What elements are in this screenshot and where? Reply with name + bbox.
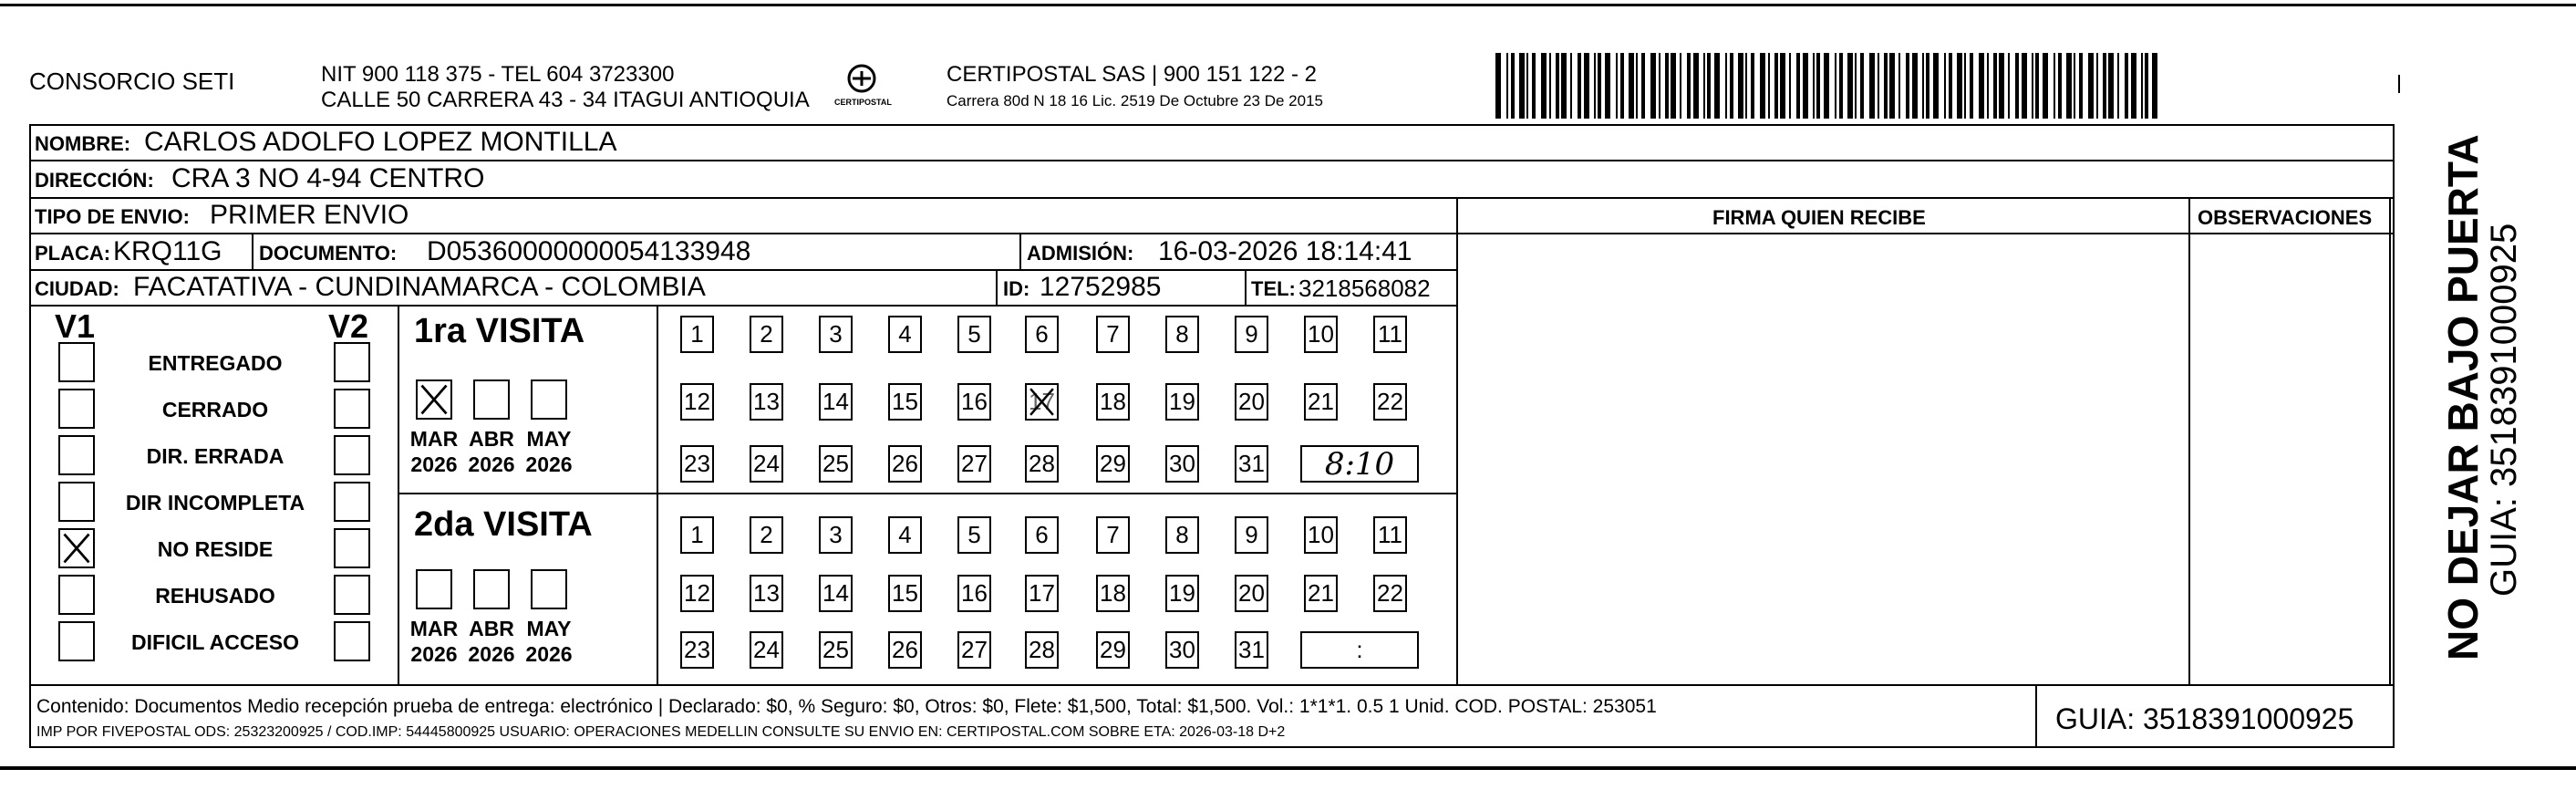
barcode-bar: [2022, 53, 2027, 119]
barcode-bar: [1926, 53, 1929, 119]
barcode-bar: [1665, 53, 1669, 119]
v1-checkbox[interactable]: [58, 621, 95, 661]
day-number: 2: [760, 320, 773, 348]
day-box[interactable]: [1235, 316, 1268, 353]
barcode-bar: [1906, 53, 1909, 119]
placa-label: PLACA:: [35, 242, 111, 265]
v2-checkbox[interactable]: [334, 621, 370, 661]
barcode-bar: [1641, 53, 1645, 119]
barcode-bar: [1933, 53, 1939, 119]
barcode-bar: [1912, 53, 1918, 119]
barcode-bar: [2015, 53, 2019, 119]
barcode-bar: [1511, 53, 1515, 119]
barcode-bar: [2032, 53, 2033, 119]
day-box[interactable]: [750, 516, 783, 554]
day-box[interactable]: [1304, 316, 1338, 353]
v2-checkbox[interactable]: [334, 389, 370, 429]
day-box[interactable]: [888, 631, 922, 669]
barcode-bar: [1979, 53, 1984, 119]
day-box[interactable]: [1025, 631, 1059, 669]
day-box[interactable]: [1096, 516, 1130, 554]
second-visit-title: 2da VISITA: [414, 505, 593, 544]
barcode-bar: [2141, 53, 2143, 119]
day-box[interactable]: [1096, 316, 1130, 353]
admision-value: 16-03-2026 18:14:41: [1158, 236, 1412, 266]
day-number: 5: [967, 320, 981, 348]
barcode-bar: [1730, 53, 1733, 119]
barcode-bar: [2066, 53, 2072, 119]
day-number: 13: [753, 579, 780, 607]
day-number: 25: [822, 450, 849, 477]
day-box[interactable]: [680, 316, 714, 353]
reason-label: NO RESIDE: [157, 537, 274, 561]
time-value: 8:10: [1324, 445, 1395, 483]
day-number: 15: [892, 388, 918, 415]
month-checkbox[interactable]: [531, 569, 567, 609]
barcode-bar: [1541, 53, 1547, 119]
day-number: 29: [1100, 450, 1126, 477]
barcode-bar: [1847, 53, 1853, 119]
barcode-bar: [1549, 53, 1551, 119]
day-number: 18: [1100, 579, 1126, 607]
reason-label: CERRADO: [161, 398, 269, 421]
v2-checkbox[interactable]: [334, 528, 370, 568]
nombre-value: CARLOS ADOLFO LOPEZ MONTILLA: [144, 127, 617, 157]
day-number: 4: [898, 521, 912, 548]
day-number: 31: [1238, 636, 1265, 663]
day-number: 22: [1377, 388, 1403, 415]
barcode-bar: [1987, 53, 1989, 119]
day-number: 30: [1169, 636, 1195, 663]
barcode-bar: [1774, 53, 1778, 119]
day-box[interactable]: [1235, 575, 1268, 612]
day-box[interactable]: [957, 316, 991, 353]
barcode-bar: [1839, 53, 1843, 119]
v1-checkbox[interactable]: [58, 528, 95, 568]
barcode-bar: [1869, 53, 1875, 119]
month-label: MAY 2026: [525, 427, 573, 476]
day-box[interactable]: [1373, 383, 1407, 421]
day-box[interactable]: [1165, 316, 1199, 353]
barcode-bar: [1570, 53, 1572, 119]
month-checkbox[interactable]: [416, 379, 452, 420]
barcode-bar: [2054, 53, 2055, 119]
day-box[interactable]: [750, 575, 783, 612]
day-number: 17: [1029, 579, 1055, 607]
barcode-bar: [2008, 53, 2010, 119]
day-box[interactable]: [888, 445, 922, 483]
barcode-bar: [2079, 53, 2083, 119]
month-label: MAY 2026: [525, 617, 573, 666]
v2-checkbox[interactable]: [334, 482, 370, 522]
tel-value: 3218568082: [1298, 275, 1431, 302]
barcode-bar: [2152, 53, 2157, 119]
direccion-value: CRA 3 NO 4-94 CENTRO: [171, 163, 485, 193]
day-box[interactable]: [819, 445, 853, 483]
day-number: 9: [1245, 320, 1258, 348]
logo-text: CERTIPOSTAL: [834, 98, 892, 107]
day-number: 23: [684, 450, 710, 477]
day-box[interactable]: [1165, 575, 1199, 612]
day-box[interactable]: [1304, 516, 1338, 554]
day-box[interactable]: [957, 575, 991, 612]
barcode-bar: [1659, 53, 1660, 119]
barcode-bar: [1738, 53, 1743, 119]
barcode-bar: [1584, 53, 1589, 119]
barcode-bar: [1898, 53, 1900, 119]
day-box[interactable]: [888, 383, 922, 421]
barcode-bar: [1999, 53, 2004, 119]
day-number: 15: [892, 579, 918, 607]
barcode-bar: [1993, 53, 1997, 119]
day-number: 14: [822, 388, 849, 415]
barcode-bar: [1594, 53, 1596, 119]
barcode-bar: [1922, 53, 1924, 119]
day-box[interactable]: [1096, 383, 1130, 421]
barcode-bar: [1944, 53, 1946, 119]
month-label: MAR 2026: [409, 617, 459, 666]
barcode-bar: [1561, 53, 1567, 119]
day-box[interactable]: [750, 445, 783, 483]
day-number: 13: [753, 388, 780, 415]
day-number: 20: [1238, 579, 1265, 607]
barcode-bar: [1578, 53, 1581, 119]
day-number: 18: [1100, 388, 1126, 415]
day-number: 2: [760, 521, 773, 548]
v1-checkbox[interactable]: [58, 435, 95, 475]
time-box[interactable]: [1300, 445, 1419, 483]
scan-mark: [2398, 75, 2400, 93]
day-number: 10: [1308, 521, 1334, 548]
day-box[interactable]: [680, 383, 714, 421]
day-box[interactable]: [1235, 383, 1268, 421]
day-box[interactable]: [1096, 575, 1130, 612]
day-number: 8: [1175, 320, 1189, 348]
day-box[interactable]: [957, 445, 991, 483]
month-checkbox[interactable]: [531, 379, 567, 420]
barcode-bar: [1835, 53, 1836, 119]
day-number: 6: [1035, 320, 1049, 348]
barcode-bar: [2103, 53, 2106, 119]
barcode-bar: [1636, 53, 1638, 119]
barcode-bar: [2088, 53, 2094, 119]
day-box[interactable]: [1025, 516, 1059, 554]
imp-text: IMP POR FIVEPOSTAL ODS: 25323200925 / COD.IMP: 54445800925 USUARIO: OPERACIONES MEDELLIN CONSULTE SU ENVIO EN: CERTIPOSTAL.COM SOBRE ETA: 2026-03-18 D+2: [36, 724, 1286, 740]
tipo-envio-value: PRIMER ENVIO: [210, 200, 409, 230]
day-number: 4: [898, 320, 912, 348]
barcode-bar: [2117, 53, 2119, 119]
barcode-bar: [1760, 53, 1765, 119]
barcode-bar: [1671, 53, 1676, 119]
time-value: :: [1356, 636, 1363, 663]
day-number: 12: [684, 579, 710, 607]
id-value: 12752985: [1040, 272, 1162, 302]
day-number: 14: [822, 579, 849, 607]
month-checkbox[interactable]: [473, 379, 510, 420]
day-box[interactable]: [1096, 631, 1130, 669]
day-box[interactable]: [1304, 575, 1338, 612]
barcode-bar: [1532, 53, 1536, 119]
documento-value: D05360000000054133948: [427, 236, 751, 266]
day-number: 21: [1308, 579, 1334, 607]
barcode-bar: [1813, 53, 1815, 119]
day-box[interactable]: [680, 445, 714, 483]
barcode-bar: [1780, 53, 1785, 119]
barcode-bar: [2096, 53, 2098, 119]
day-number: 26: [892, 636, 918, 663]
day-number: 6: [1035, 521, 1049, 548]
day-number: 28: [1029, 450, 1055, 477]
day-box[interactable]: [1235, 516, 1268, 554]
day-number: 19: [1169, 388, 1195, 415]
reason-label: REHUSADO: [155, 584, 275, 608]
tel-label: TEL:: [1251, 277, 1296, 300]
v2-checkbox[interactable]: [334, 342, 370, 382]
day-box[interactable]: [1373, 516, 1407, 554]
day-number: 5: [967, 521, 981, 548]
day-number: 24: [753, 636, 780, 663]
day-box[interactable]: [1235, 631, 1268, 669]
barcode-bar: [1957, 53, 1962, 119]
day-box[interactable]: [1165, 383, 1199, 421]
barcode-bar: [1816, 53, 1820, 119]
day-box[interactable]: [680, 516, 714, 554]
day-box[interactable]: [888, 316, 922, 353]
month-checkbox[interactable]: [416, 569, 452, 609]
barcode: [1495, 53, 2161, 119]
barcode-bar: [1629, 53, 1634, 119]
barcode-bar: [1796, 53, 1800, 119]
day-number: 19: [1169, 579, 1195, 607]
barcode-bar: [1556, 53, 1559, 119]
barcode-bar: [1964, 53, 1966, 119]
scan-edge-bottom: [0, 766, 2576, 770]
ciudad-label: CIUDAD:: [35, 277, 119, 300]
day-number: 10: [1308, 320, 1334, 348]
day-number: 27: [961, 636, 988, 663]
company-name: CONSORCIO SETI: [29, 68, 235, 95]
barcode-bar: [1768, 53, 1770, 119]
barcode-bar: [1949, 53, 1952, 119]
day-number: 29: [1100, 636, 1126, 663]
day-box[interactable]: [1096, 445, 1130, 483]
admision-label: ADMISIÓN:: [1027, 242, 1134, 265]
direccion-label: DIRECCIÓN:: [35, 169, 154, 192]
day-number: 9: [1245, 521, 1258, 548]
reason-label: DIFICIL ACCESO: [130, 630, 299, 654]
side-guia: GUIA: 3518391000925: [2484, 223, 2524, 597]
day-number: 30: [1169, 450, 1195, 477]
barcode-bar: [2058, 53, 2062, 119]
reason-label: ENTREGADO: [148, 351, 283, 375]
nombre-label: NOMBRE:: [35, 132, 131, 155]
day-number: 1: [690, 521, 704, 548]
barcode-bar: [2131, 53, 2136, 119]
tipo-envio-label: TIPO DE ENVIO:: [35, 205, 190, 228]
day-number: 8: [1175, 521, 1189, 548]
barcode-bar: [1616, 53, 1618, 119]
placa-value: KRQ11G: [113, 236, 222, 266]
barcode-bar: [1707, 53, 1711, 119]
day-number: 1: [690, 320, 704, 348]
day-box[interactable]: [957, 631, 991, 669]
day-box[interactable]: [1025, 383, 1059, 421]
day-number: 27: [961, 450, 988, 477]
barcode-bar: [2074, 53, 2075, 119]
day-box[interactable]: [819, 516, 853, 554]
day-box[interactable]: [680, 575, 714, 612]
day-box[interactable]: [1025, 316, 1059, 353]
day-box[interactable]: [819, 383, 853, 421]
barcode-bar: [2145, 53, 2148, 119]
no-dejar-bajo-puerta: NO DEJAR BAJO PUERTA: [2439, 134, 2487, 660]
day-box[interactable]: [1373, 575, 1407, 612]
day-box[interactable]: [1025, 445, 1059, 483]
barcode-bar: [1889, 53, 1895, 119]
barcode-bar: [1860, 53, 1864, 119]
ciudad-value: FACATATIVA - CUNDINAMARCA - COLOMBIA: [133, 272, 706, 302]
first-visit-title: 1ra VISITA: [414, 312, 585, 350]
day-box[interactable]: [819, 316, 853, 353]
certipostal-line1: CERTIPOSTAL SAS | 900 151 122 - 2: [947, 62, 1317, 87]
barcode-bar: [1526, 53, 1528, 119]
day-box[interactable]: [819, 575, 853, 612]
day-number: 16: [961, 388, 988, 415]
day-box[interactable]: [680, 631, 714, 669]
month-label: ABR 2026: [468, 427, 515, 476]
barcode-bar: [1745, 53, 1747, 119]
v2-checkbox[interactable]: [334, 575, 370, 615]
day-box[interactable]: [819, 631, 853, 669]
barcode-bar: [1751, 53, 1754, 119]
v1-checkbox[interactable]: [58, 482, 95, 522]
day-number: 12: [684, 388, 710, 415]
barcode-bar: [1495, 53, 1501, 119]
id-label: ID:: [1003, 277, 1030, 300]
day-box[interactable]: [750, 631, 783, 669]
barcode-bar: [1650, 53, 1656, 119]
barcode-bar: [1855, 53, 1857, 119]
day-number: 17: [1029, 388, 1055, 415]
day-number: 11: [1378, 521, 1402, 548]
month-checkbox[interactable]: [473, 569, 510, 609]
day-box[interactable]: [1165, 445, 1199, 483]
day-box[interactable]: [1165, 516, 1199, 554]
day-number: 22: [1377, 579, 1403, 607]
barcode-bar: [1680, 53, 1681, 119]
barcode-bar: [1703, 53, 1705, 119]
v1-checkbox[interactable]: [58, 575, 95, 615]
firma-header: FIRMA QUIEN RECIBE: [1712, 206, 1926, 229]
barcode-bar: [1620, 53, 1624, 119]
reason-label: DIR. ERRADA: [146, 444, 284, 468]
day-box[interactable]: [1165, 631, 1199, 669]
barcode-bar: [2043, 53, 2048, 119]
footer-guia: GUIA: 3518391000925: [2055, 702, 2354, 735]
certipostal-line2: Carrera 80d N 18 16 Lic. 2519 De Octubre 23 De 2015: [947, 92, 1323, 109]
observaciones-header: OBSERVACIONES: [2198, 206, 2373, 229]
barcode-bar: [1714, 53, 1720, 119]
address-line: CALLE 50 CARRERA 43 - 34 ITAGUI ANTIOQUIA: [321, 88, 810, 112]
v1-header: V1: [55, 307, 96, 345]
day-number: 3: [829, 320, 843, 348]
barcode-bar: [2108, 53, 2114, 119]
certipostal-logo: [834, 60, 892, 111]
day-number: 28: [1029, 636, 1055, 663]
barcode-bar: [1884, 53, 1888, 119]
day-box[interactable]: [888, 575, 922, 612]
day-box[interactable]: [957, 383, 991, 421]
time-box[interactable]: [1300, 631, 1419, 669]
day-box[interactable]: [750, 383, 783, 421]
v1-checkbox[interactable]: [58, 389, 95, 429]
barcode-bar: [1789, 53, 1791, 119]
documento-label: DOCUMENTO:: [259, 242, 398, 265]
day-number: 7: [1106, 521, 1120, 548]
month-label: MAR 2026: [409, 427, 459, 476]
day-number: 3: [829, 521, 843, 548]
day-number: 23: [684, 636, 710, 663]
nit-line: NIT 900 118 375 - TEL 604 3723300: [321, 62, 675, 87]
day-number: 24: [753, 450, 780, 477]
barcode-bar: [1693, 53, 1699, 119]
barcode-bar: [2125, 53, 2128, 119]
scan-edge-top: [0, 4, 2576, 6]
day-number: 25: [822, 636, 849, 663]
day-box[interactable]: [1025, 575, 1059, 612]
barcode-bar: [1803, 53, 1808, 119]
contenido-text: Contenido: Documentos Medio recepción prueba de entrega: electrónico | Declarado: $0, % Seguro: $0, Otros: $0, Flete: $1,500, Total: $1,500. Vol.: 1*1*1. 0.5 1 Unid. COD. POSTAL: 253051: [36, 696, 1657, 717]
day-number: 21: [1308, 388, 1334, 415]
month-label: ABR 2026: [468, 617, 515, 666]
v2-checkbox[interactable]: [334, 435, 370, 475]
barcode-bar: [1878, 53, 1879, 119]
day-box[interactable]: [1373, 316, 1407, 353]
barcode-bar: [1598, 53, 1601, 119]
barcode-bar: [1725, 53, 1727, 119]
reason-label: DIR INCOMPLETA: [125, 491, 305, 515]
day-box[interactable]: [1304, 383, 1338, 421]
day-number: 7: [1106, 320, 1120, 348]
barcode-bar: [2035, 53, 2039, 119]
day-number: 11: [1378, 320, 1402, 348]
barcode-bar: [1824, 53, 1829, 119]
day-number: 20: [1238, 388, 1265, 415]
barcode-bar: [1687, 53, 1691, 119]
day-number: 16: [961, 579, 988, 607]
day-number: 31: [1238, 450, 1265, 477]
v2-header: V2: [328, 307, 369, 345]
v1-checkbox[interactable]: [58, 342, 95, 382]
day-number: 26: [892, 450, 918, 477]
day-box[interactable]: [957, 516, 991, 554]
barcode-bar: [1970, 53, 1973, 119]
barcode-bar: [1506, 53, 1508, 119]
day-box[interactable]: [750, 316, 783, 353]
day-box[interactable]: [888, 516, 922, 554]
day-box[interactable]: [1235, 445, 1268, 483]
barcode-bar: [1519, 53, 1525, 119]
barcode-bar: [1605, 53, 1610, 119]
